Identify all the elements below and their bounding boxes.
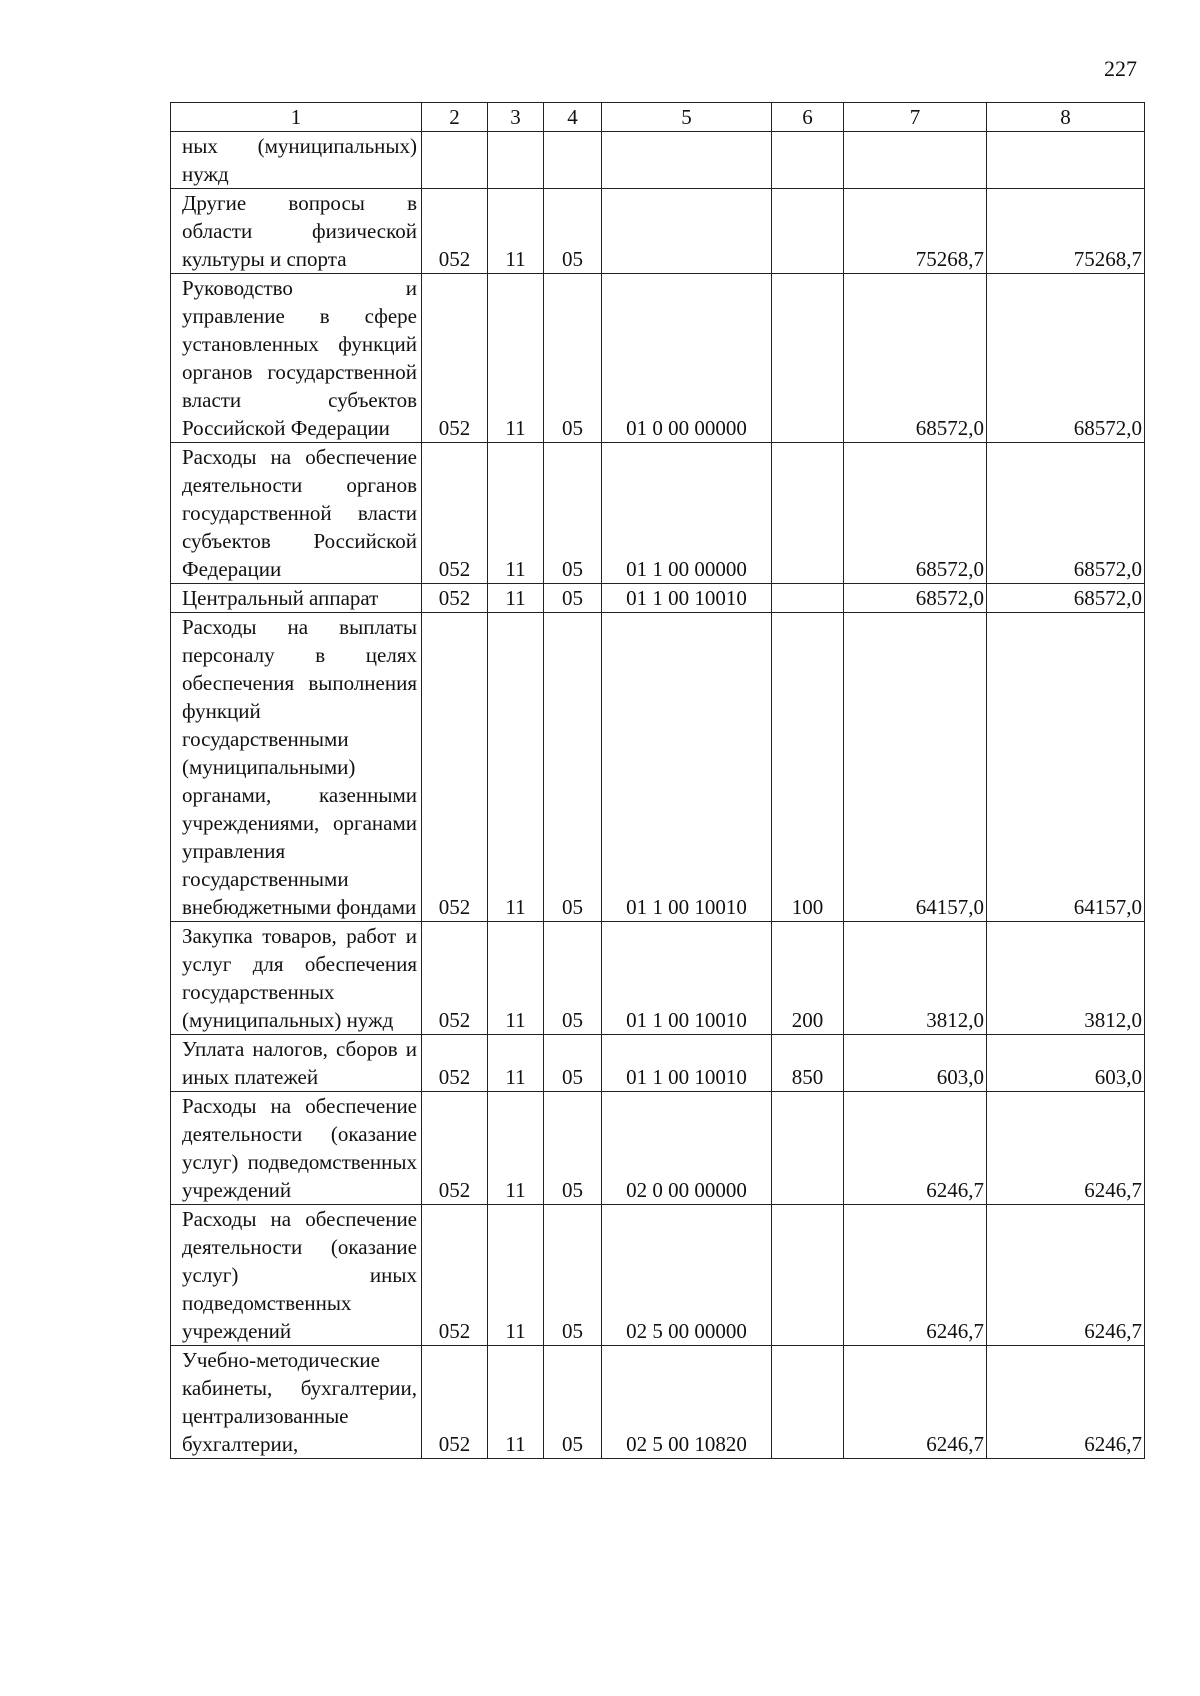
row-target-article: 01 0 00 00000 — [602, 274, 772, 443]
header-cell-3: 3 — [488, 103, 544, 132]
row-expense-type — [772, 189, 844, 274]
row-target-article: 01 1 00 10010 — [602, 1035, 772, 1092]
row-name: Центральный аппарат — [171, 584, 422, 613]
row-name: Расходы на обеспечение деятельности (оказание услуг) иных подведомственных учреждений — [171, 1205, 422, 1346]
table-row — [171, 443, 1145, 584]
row-expense-type — [772, 1346, 844, 1459]
row-section-code — [488, 132, 544, 189]
row-amount-col8: 6246,7 — [987, 1346, 1145, 1459]
row-amount-col8: 6246,7 — [987, 1092, 1145, 1205]
header-cell-4: 4 — [544, 103, 602, 132]
row-subsection-code: 05 — [544, 189, 602, 274]
row-ministry-code: 052 — [422, 1092, 488, 1205]
row-section-code: 11 — [488, 922, 544, 1035]
table-row — [171, 1035, 1145, 1092]
row-ministry-code: 052 — [422, 274, 488, 443]
row-amount-col7: 6246,7 — [844, 1205, 987, 1346]
table-row — [171, 274, 1145, 443]
row-section-code: 11 — [488, 584, 544, 613]
row-target-article — [602, 189, 772, 274]
row-expense-type — [772, 443, 844, 584]
row-name: Расходы на выплаты персоналу в целях обеспечения выполнения функций государственными (муниципальными) органами, казенными учреждениями, органами управления государственными внебюджетными фондами — [171, 613, 422, 922]
table-row — [171, 922, 1145, 1035]
table-row — [171, 584, 1145, 613]
row-ministry-code: 052 — [422, 1205, 488, 1346]
row-target-article: 02 0 00 00000 — [602, 1092, 772, 1205]
row-expense-type — [772, 1205, 844, 1346]
row-amount-col8: 68572,0 — [987, 443, 1145, 584]
row-subsection-code: 05 — [544, 1346, 602, 1459]
row-expense-type — [772, 132, 844, 189]
page-number: 227 — [1104, 56, 1137, 81]
row-target-article — [602, 132, 772, 189]
row-amount-col7: 3812,0 — [844, 922, 987, 1035]
row-target-article: 01 1 00 10010 — [602, 922, 772, 1035]
row-ministry-code — [422, 132, 488, 189]
row-ministry-code: 052 — [422, 584, 488, 613]
row-section-code: 11 — [488, 1205, 544, 1346]
row-expense-type: 850 — [772, 1035, 844, 1092]
row-name: Другие вопросы в области физической культуры и спорта — [171, 189, 422, 274]
row-ministry-code: 052 — [422, 922, 488, 1035]
row-name: Руководство и управление в сфере установленных функций органов государственной власти субъектов Российской Федерации — [171, 274, 422, 443]
row-ministry-code: 052 — [422, 1346, 488, 1459]
row-expense-type — [772, 584, 844, 613]
row-amount-col8: 68572,0 — [987, 274, 1145, 443]
row-amount-col8 — [987, 132, 1145, 189]
table-row — [171, 1205, 1145, 1346]
row-target-article: 02 5 00 10820 — [602, 1346, 772, 1459]
row-section-code: 11 — [488, 1035, 544, 1092]
table-body — [171, 132, 1145, 1459]
row-expense-type — [772, 1092, 844, 1205]
row-section-code: 11 — [488, 613, 544, 922]
header-cell-8: 8 — [987, 103, 1145, 132]
row-amount-col8: 603,0 — [987, 1035, 1145, 1092]
row-ministry-code: 052 — [422, 613, 488, 922]
row-subsection-code: 05 — [544, 613, 602, 922]
row-subsection-code: 05 — [544, 1035, 602, 1092]
row-ministry-code: 052 — [422, 1035, 488, 1092]
row-expense-type: 200 — [772, 922, 844, 1035]
row-name: Учебно-методические кабинеты, бухгалтерии, централизованные бухгалтерии, — [171, 1346, 422, 1459]
row-subsection-code: 05 — [544, 1205, 602, 1346]
row-amount-col7: 75268,7 — [844, 189, 987, 274]
row-subsection-code: 05 — [544, 922, 602, 1035]
header-cell-6: 6 — [772, 103, 844, 132]
row-expense-type — [772, 274, 844, 443]
row-section-code: 11 — [488, 189, 544, 274]
table-header — [171, 103, 1145, 132]
row-amount-col8: 64157,0 — [987, 613, 1145, 922]
row-subsection-code: 05 — [544, 584, 602, 613]
row-amount-col7: 68572,0 — [844, 443, 987, 584]
table-row — [171, 1092, 1145, 1205]
row-amount-col8: 6246,7 — [987, 1205, 1145, 1346]
row-amount-col7: 68572,0 — [844, 584, 987, 613]
row-name: Расходы на обеспечение деятельности органов государственной власти субъектов Российской Федерации — [171, 443, 422, 584]
row-section-code: 11 — [488, 274, 544, 443]
row-name: Уплата налогов, сборов и иных платежей — [171, 1035, 422, 1092]
budget-table — [170, 102, 1145, 1459]
table-row — [171, 1346, 1145, 1459]
row-amount-col7 — [844, 132, 987, 189]
row-amount-col8: 3812,0 — [987, 922, 1145, 1035]
row-amount-col7: 603,0 — [844, 1035, 987, 1092]
row-amount-col7: 6246,7 — [844, 1092, 987, 1205]
row-target-article: 01 1 00 10010 — [602, 584, 772, 613]
row-name: ных (муниципальных) нужд — [171, 132, 422, 189]
row-name: Закупка товаров, работ и услуг для обеспечения государственных (муниципальных) нужд — [171, 922, 422, 1035]
row-ministry-code: 052 — [422, 443, 488, 584]
row-section-code: 11 — [488, 1092, 544, 1205]
row-subsection-code: 05 — [544, 1092, 602, 1205]
row-section-code: 11 — [488, 443, 544, 584]
row-subsection-code: 05 — [544, 274, 602, 443]
row-subsection-code — [544, 132, 602, 189]
header-cell-1: 1 — [171, 103, 422, 132]
row-amount-col7: 6246,7 — [844, 1346, 987, 1459]
row-amount-col7: 64157,0 — [844, 613, 987, 922]
row-ministry-code: 052 — [422, 189, 488, 274]
header-row — [171, 103, 1145, 132]
header-cell-7: 7 — [844, 103, 987, 132]
row-target-article: 02 5 00 00000 — [602, 1205, 772, 1346]
row-name: Расходы на обеспечение деятельности (оказание услуг) подведомственных учреждений — [171, 1092, 422, 1205]
header-cell-5: 5 — [602, 103, 772, 132]
row-target-article: 01 1 00 10010 — [602, 613, 772, 922]
row-subsection-code: 05 — [544, 443, 602, 584]
table-row — [171, 189, 1145, 274]
table-row — [171, 132, 1145, 189]
row-amount-col7: 68572,0 — [844, 274, 987, 443]
row-amount-col8: 75268,7 — [987, 189, 1145, 274]
row-expense-type: 100 — [772, 613, 844, 922]
row-section-code: 11 — [488, 1346, 544, 1459]
table-row — [171, 613, 1145, 922]
row-target-article: 01 1 00 00000 — [602, 443, 772, 584]
header-cell-2: 2 — [422, 103, 488, 132]
row-amount-col8: 68572,0 — [987, 584, 1145, 613]
